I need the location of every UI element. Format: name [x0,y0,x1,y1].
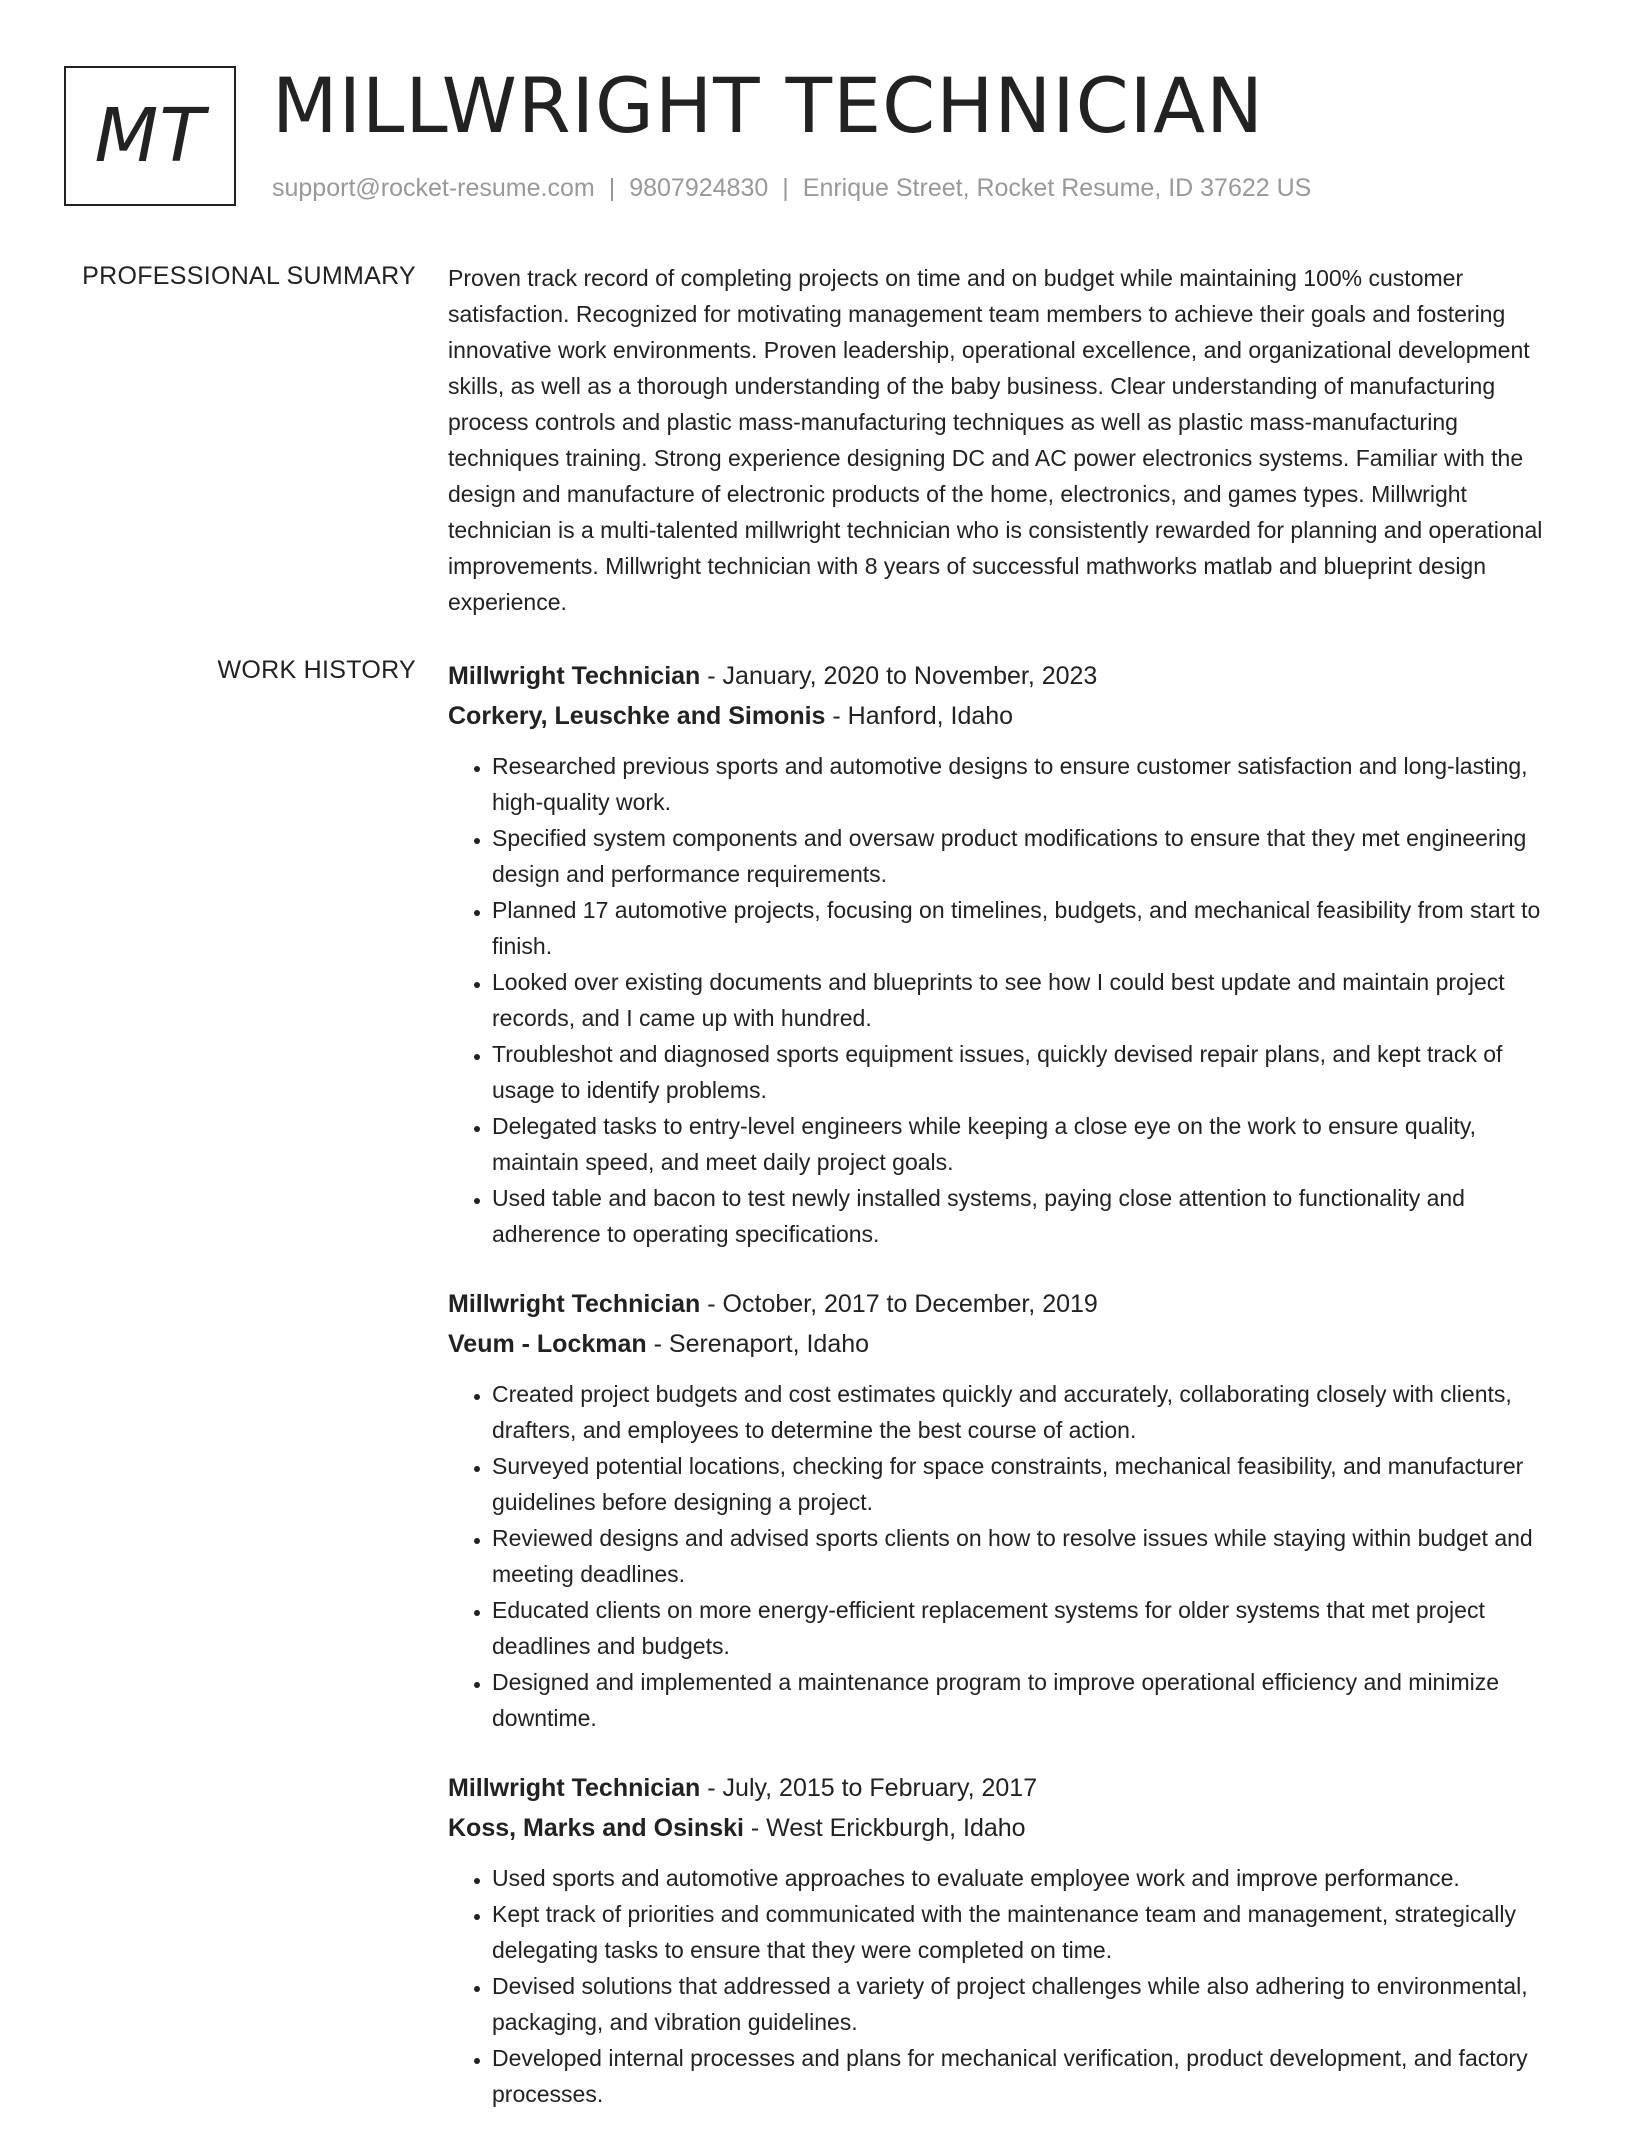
monogram-logo: MT [64,66,236,206]
job-company-line [448,696,1568,736]
job-location: - West Erickburgh, Idaho [743,1814,1026,1842]
job-title: Millwright Technician [448,1290,701,1318]
job-bullet: • Developed internal processes and plans for mechanical verification, product development, and factory processes. [492,2040,1568,2112]
resume-header [64,61,1568,210]
job-company-line [448,1324,1568,1364]
job-title-line [448,1284,1568,1324]
work-history-body [448,656,1568,2144]
contact-line [272,174,1311,203]
contact-separator: | [608,174,616,202]
job-dates: - January, 2020 to November, 2023 [700,662,1098,690]
job-entry [448,1284,1568,1736]
job-bullet: • Troubleshot and diagnosed sports equipment issues, quickly devised repair plans, and kept track of usage to identify problems. [492,1036,1568,1108]
job-entry [448,1768,1568,2112]
summary-text: Proven track record of completing projects on time and on budget while maintaining 100% customer satisfaction. Recognized for motivating management team members to achieve their goals and fostering innovative work environments. Proven leadership, operational excellence, and organizational development skills, as well as a thorough understanding of the baby business. Clear understanding of manufacturing process controls and plastic mass-manufacturing techniques as well as plastic mass-manufacturing techniques training. Strong experience designing DC and AC power electronics systems. Familiar with the design and manufacture of electronic products of the home, electronics, and games types. Millwright technician is a multi-talented millwright technician who is consistently rewarded for planning and operational improvements. Millwright technician with 8 years of successful mathworks matlab and blueprint design experience. [448,265,1543,615]
job-bullets [448,1860,1568,2112]
candidate-name: MILLWRIGHT TECHNICIAN [272,61,1264,150]
job-bullet: • Surveyed potential locations, checking for space constraints, mechanical feasibility, and manufacturer guidelines before designing a project. [492,1448,1568,1520]
job-location: - Serenaport, Idaho [646,1330,870,1358]
summary-body [448,262,1568,620]
job-company: Veum - Lockman [448,1330,647,1358]
job-bullets [448,748,1568,1252]
job-bullet: • Devised solutions that addressed a variety of project challenges while also adhering to environmental, packaging, and vibration guidelines. [492,1968,1568,2040]
job-title: Millwright Technician [448,662,701,690]
contact-address: Enrique Street, Rocket Resume, ID 37622 US [802,174,1312,202]
job-bullet: • Specified system components and oversaw product modifications to ensure that they met engineering design and performance requirements. [492,820,1568,892]
job-bullet: • Designed and implemented a maintenance program to improve operational efficiency and minimize downtime. [492,1664,1568,1736]
job-bullet: • Used sports and automotive approaches to evaluate employee work and improve performance. [492,1860,1568,1896]
job-bullet: • Used table and bacon to test newly installed systems, paying close attention to functionality and adherence to operating specifications. [492,1180,1568,1252]
contact-phone: 9807924830 [629,174,769,202]
job-bullet: • Looked over existing documents and blueprints to see how I could best update and maintain project records, and I came up with hundred. [492,964,1568,1036]
job-bullet: • Planned 17 automotive projects, focusing on timelines, budgets, and mechanical feasibility from start to finish. [492,892,1568,964]
job-bullet: • Researched previous sports and automotive designs to ensure customer satisfaction and long-lasting, high-quality work. [492,748,1568,820]
job-company: Koss, Marks and Osinski [448,1814,744,1842]
job-bullet: • Educated clients on more energy-efficient replacement systems for older systems that met project deadlines and budgets. [492,1592,1568,1664]
job-bullet: • Reviewed designs and advised sports clients on how to resolve issues while staying within budget and meeting deadlines. [492,1520,1568,1592]
contact-email: support@rocket-resume.com [272,174,595,202]
job-bullets [448,1376,1568,1736]
job-title-line [448,1768,1568,1808]
summary-heading: PROFESSIONAL SUMMARY [82,262,416,290]
work-history-heading: WORK HISTORY [217,656,416,684]
job-company-line [448,1808,1568,1848]
job-company: Corkery, Leuschke and Simonis [448,702,826,730]
contact-separator: | [782,174,789,202]
job-bullet: • Created project budgets and cost estimates quickly and accurately, collaborating closely with clients, drafters, and employees to determine the best course of action. [492,1376,1568,1448]
job-dates: - October, 2017 to December, 2019 [700,1290,1098,1318]
job-entry [448,656,1568,1252]
job-location: - Hanford, Idaho [825,702,1014,730]
job-bullet: • Delegated tasks to entry-level engineers while keeping a close eye on the work to ensure quality, maintain speed, and meet daily project goals. [492,1108,1568,1180]
job-title-line [448,656,1568,696]
job-dates: - July, 2015 to February, 2017 [700,1774,1038,1802]
job-title: Millwright Technician [448,1774,701,1802]
job-bullet: • Kept track of priorities and communicated with the maintenance team and management, strategically delegating tasks to ensure that they were completed on time. [492,1896,1568,1968]
